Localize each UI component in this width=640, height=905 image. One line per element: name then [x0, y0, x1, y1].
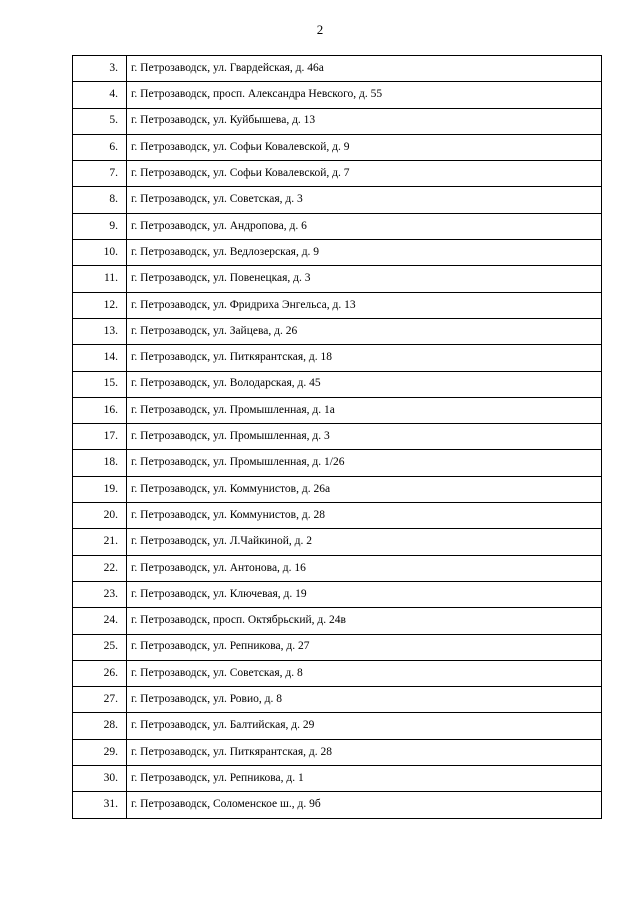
table-row	[73, 792, 602, 818]
table-row	[73, 503, 602, 529]
row-number: 20.	[73, 503, 127, 529]
row-number: 19.	[73, 476, 127, 502]
row-number: 9.	[73, 213, 127, 239]
row-address: г. Петрозаводск, ул. Советская, д. 3	[127, 187, 602, 213]
row-address: г. Петрозаводск, ул. Антонова, д. 16	[127, 555, 602, 581]
row-number: 30.	[73, 766, 127, 792]
row-number: 12.	[73, 292, 127, 318]
row-address: г. Петрозаводск, ул. Балтийская, д. 29	[127, 713, 602, 739]
row-address: г. Петрозаводск, ул. Володарская, д. 45	[127, 371, 602, 397]
row-number: 8.	[73, 187, 127, 213]
row-number: 7.	[73, 161, 127, 187]
row-address: г. Петрозаводск, ул. Повенецкая, д. 3	[127, 266, 602, 292]
row-address: г. Петрозаводск, ул. Куйбышева, д. 13	[127, 108, 602, 134]
table-row	[73, 345, 602, 371]
table-row	[73, 266, 602, 292]
row-number: 28.	[73, 713, 127, 739]
row-address: г. Петрозаводск, ул. Андропова, д. 6	[127, 213, 602, 239]
table-row	[73, 108, 602, 134]
row-number: 31.	[73, 792, 127, 818]
row-number: 25.	[73, 634, 127, 660]
row-number: 16.	[73, 397, 127, 423]
row-number: 13.	[73, 318, 127, 344]
row-address: г. Петрозаводск, ул. Ведлозерская, д. 9	[127, 240, 602, 266]
row-address: г. Петрозаводск, ул. Промышленная, д. 1/26	[127, 450, 602, 476]
table-row	[73, 660, 602, 686]
table-row	[73, 529, 602, 555]
table-row	[73, 687, 602, 713]
address-table	[72, 55, 602, 819]
row-number: 3.	[73, 56, 127, 82]
table-row	[73, 581, 602, 607]
row-number: 18.	[73, 450, 127, 476]
row-number: 26.	[73, 660, 127, 686]
row-number: 10.	[73, 240, 127, 266]
row-address: г. Петрозаводск, ул. Фридриха Энгельса, д. 13	[127, 292, 602, 318]
table-row	[73, 82, 602, 108]
table-row	[73, 634, 602, 660]
table-row	[73, 608, 602, 634]
row-address: г. Петрозаводск, ул. Коммунистов, д. 28	[127, 503, 602, 529]
table-row	[73, 397, 602, 423]
row-number: 23.	[73, 581, 127, 607]
row-number: 22.	[73, 555, 127, 581]
table-row	[73, 424, 602, 450]
table-row	[73, 476, 602, 502]
row-address: г. Петрозаводск, ул. Зайцева, д. 26	[127, 318, 602, 344]
table-row	[73, 318, 602, 344]
table-row	[73, 187, 602, 213]
row-address: г. Петрозаводск, просп. Александра Невского, д. 55	[127, 82, 602, 108]
row-address: г. Петрозаводск, ул. Коммунистов, д. 26а	[127, 476, 602, 502]
row-address: г. Петрозаводск, ул. Гвардейская, д. 46а	[127, 56, 602, 82]
row-address: г. Петрозаводск, ул. Софьи Ковалевской, д. 9	[127, 134, 602, 160]
table-row	[73, 240, 602, 266]
row-address: г. Петрозаводск, ул. Советская, д. 8	[127, 660, 602, 686]
row-number: 11.	[73, 266, 127, 292]
row-number: 6.	[73, 134, 127, 160]
table-row	[73, 371, 602, 397]
row-number: 14.	[73, 345, 127, 371]
row-number: 15.	[73, 371, 127, 397]
row-address: г. Петрозаводск, ул. Репникова, д. 1	[127, 766, 602, 792]
row-address: г. Петрозаводск, ул. Промышленная, д. 3	[127, 424, 602, 450]
row-address: г. Петрозаводск, ул. Ровио, д. 8	[127, 687, 602, 713]
row-number: 4.	[73, 82, 127, 108]
table-row	[73, 292, 602, 318]
row-number: 29.	[73, 739, 127, 765]
table-row	[73, 213, 602, 239]
table-row	[73, 739, 602, 765]
row-address: г. Петрозаводск, ул. Питкярантская, д. 18	[127, 345, 602, 371]
table-row	[73, 555, 602, 581]
page-number: 2	[316, 22, 324, 37]
row-address: г. Петрозаводск, Соломенское ш., д. 9б	[127, 792, 602, 818]
row-address: г. Петрозаводск, ул. Л.Чайкиной, д. 2	[127, 529, 602, 555]
row-number: 24.	[73, 608, 127, 634]
row-address: г. Петрозаводск, ул. Питкярантская, д. 28	[127, 739, 602, 765]
table-row	[73, 766, 602, 792]
row-address: г. Петрозаводск, ул. Промышленная, д. 1а	[127, 397, 602, 423]
row-number: 17.	[73, 424, 127, 450]
table-row	[73, 450, 602, 476]
row-number: 27.	[73, 687, 127, 713]
address-table-body	[73, 56, 602, 819]
table-row	[73, 713, 602, 739]
row-number: 5.	[73, 108, 127, 134]
table-row	[73, 161, 602, 187]
row-address: г. Петрозаводск, просп. Октябрьский, д. 24в	[127, 608, 602, 634]
row-address: г. Петрозаводск, ул. Репникова, д. 27	[127, 634, 602, 660]
row-address: г. Петрозаводск, ул. Ключевая, д. 19	[127, 581, 602, 607]
row-address: г. Петрозаводск, ул. Софьи Ковалевской, д. 7	[127, 161, 602, 187]
row-number: 21.	[73, 529, 127, 555]
table-row	[73, 134, 602, 160]
table-row	[73, 56, 602, 82]
